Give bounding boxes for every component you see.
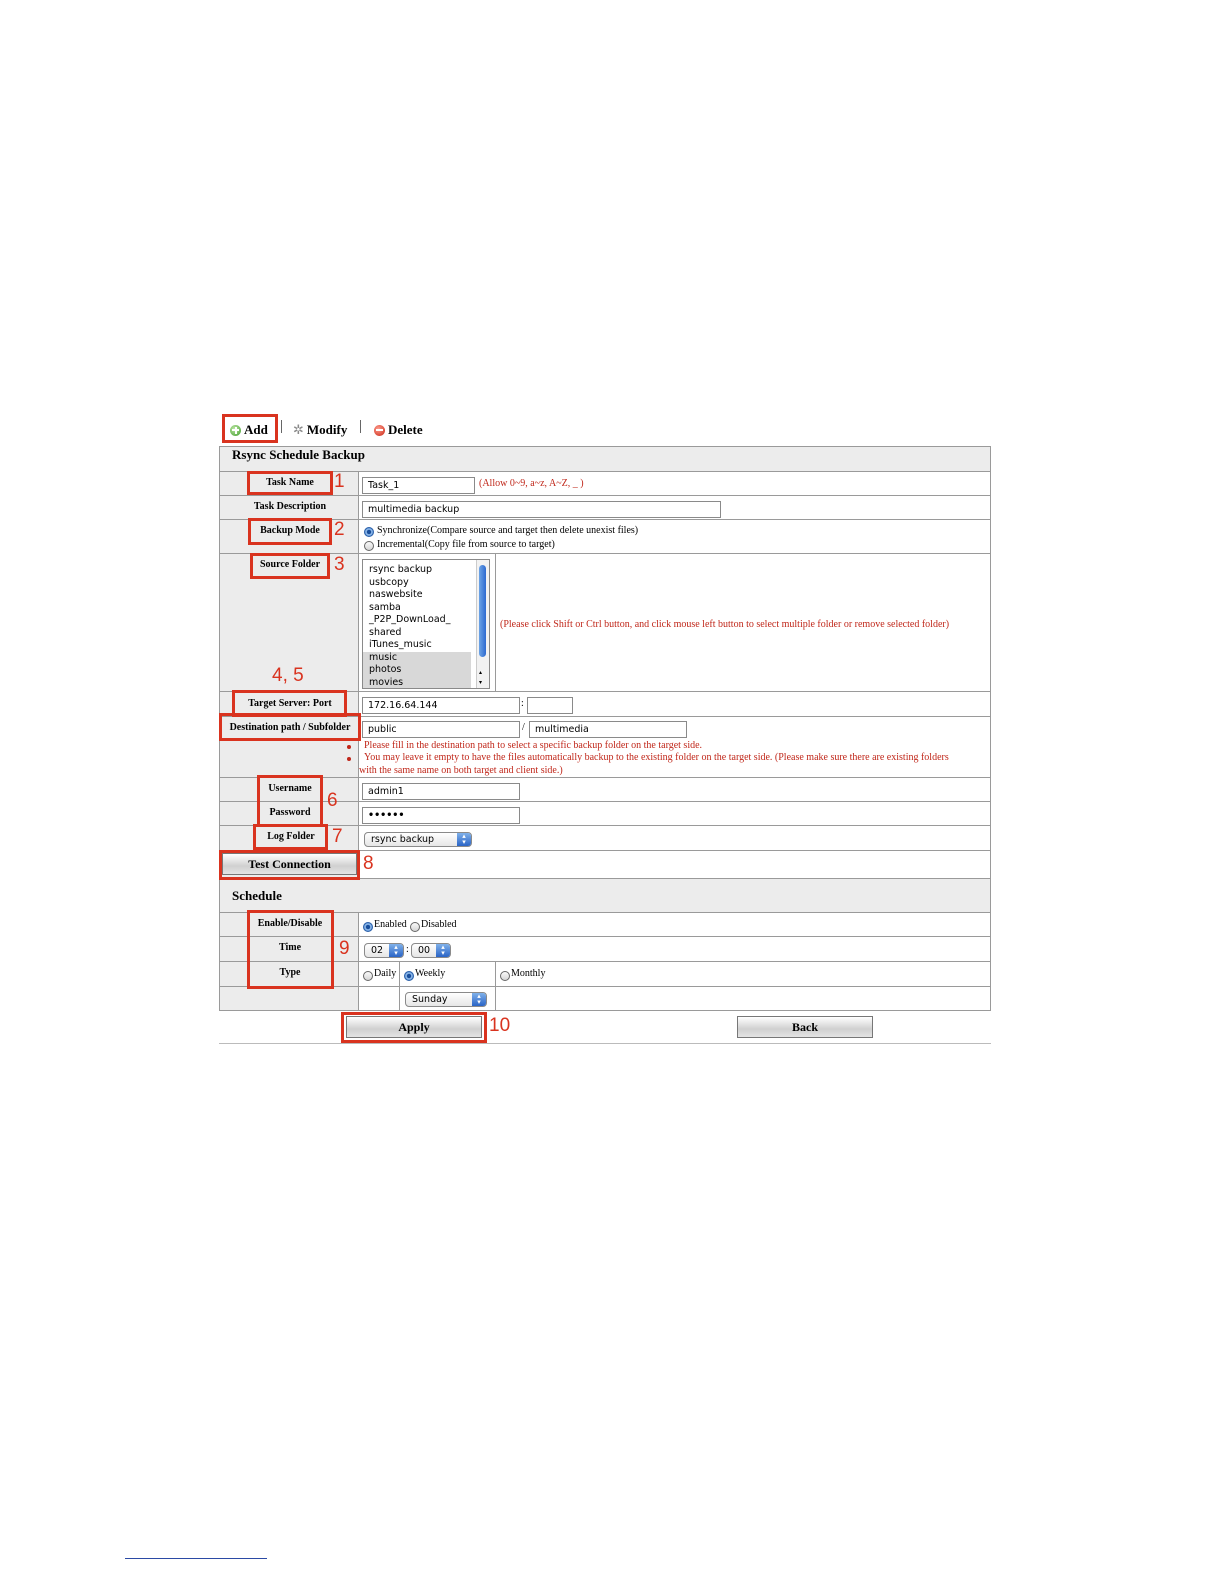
callout-number-6: 6 bbox=[327, 790, 338, 811]
schedule-header-bar bbox=[219, 878, 991, 912]
delete-icon bbox=[374, 425, 385, 436]
select-arrows-icon: ▴ ▾ bbox=[472, 993, 486, 1006]
scroll-up-arrow-icon[interactable]: ▴ bbox=[479, 669, 483, 676]
enabled-label: Enabled bbox=[374, 919, 407, 930]
list-item[interactable]: naswebsite bbox=[369, 589, 423, 600]
select-arrows-icon: ▴ ▾ bbox=[457, 833, 471, 846]
weekday-select[interactable] bbox=[405, 992, 487, 1007]
scroll-down-arrow-icon[interactable]: ▾ bbox=[479, 679, 483, 686]
callout-box-3 bbox=[250, 553, 330, 579]
grid-line bbox=[219, 936, 991, 937]
modify-button[interactable] bbox=[293, 422, 347, 438]
list-item[interactable]: iTunes_music bbox=[369, 639, 432, 650]
callout-number-7: 7 bbox=[332, 826, 343, 847]
grid-line bbox=[219, 912, 991, 913]
list-item-selected[interactable]: movies bbox=[363, 677, 471, 690]
incremental-mode-label: Incremental(Copy file from source to target) bbox=[377, 539, 555, 550]
scrollbar-thumb[interactable] bbox=[479, 565, 486, 657]
destination-note-3: with the same name on both target and client side.) bbox=[359, 765, 563, 776]
hour-select[interactable] bbox=[364, 943, 404, 958]
callout-number-1: 1 bbox=[334, 471, 345, 492]
hour-value: 02 bbox=[371, 945, 384, 956]
delete-button[interactable] bbox=[374, 422, 423, 438]
rsync-section-title: Rsync Schedule Backup bbox=[232, 447, 365, 462]
grid-line bbox=[399, 961, 400, 1010]
footnote-rule bbox=[125, 1558, 267, 1559]
grid-line bbox=[219, 777, 991, 778]
grid-line bbox=[358, 471, 359, 878]
enabled-radio[interactable] bbox=[363, 922, 373, 932]
list-item-selected[interactable]: photos bbox=[363, 664, 471, 677]
list-item[interactable]: shared bbox=[369, 626, 402, 638]
backup-mode-label: Backup Mode bbox=[260, 525, 320, 536]
note-bullet bbox=[347, 757, 351, 761]
schedule-section-title: Schedule bbox=[232, 888, 282, 903]
port-input[interactable] bbox=[527, 697, 573, 714]
apply-button[interactable]: Apply bbox=[346, 1016, 482, 1038]
grid-line bbox=[990, 446, 991, 1011]
grid-line bbox=[219, 495, 991, 496]
grid-line bbox=[219, 961, 991, 962]
sync-mode-label: Synchronize(Compare source and target then delete unexist files) bbox=[377, 525, 639, 536]
log-folder-value: rsync backup bbox=[371, 834, 435, 845]
select-arrows-icon: ▴ ▾ bbox=[389, 944, 403, 957]
destination-note-2: You may leave it empty to have the files automatically backup to the existing folder on the target side. (Please make sure there are existing folders bbox=[364, 752, 949, 763]
destination-path-label: Destination path / Subfolder bbox=[229, 722, 351, 733]
port-separator: : bbox=[521, 698, 524, 709]
back-button[interactable]: Back bbox=[737, 1016, 873, 1038]
grid-line bbox=[219, 1043, 991, 1044]
grid-line bbox=[358, 912, 359, 1010]
toolbar-separator bbox=[281, 420, 282, 433]
modify-label: Modify bbox=[306, 422, 348, 437]
callout-number-2: 2 bbox=[334, 519, 345, 540]
target-server-label: Target Server: Port bbox=[248, 698, 332, 709]
disabled-label: Disabled bbox=[421, 919, 457, 930]
daily-label: Daily bbox=[374, 968, 397, 979]
test-connection-button[interactable]: Test Connection bbox=[222, 853, 357, 875]
task-name-hint: (Allow 0~9, a~z, A~Z, _ ) bbox=[479, 478, 584, 489]
disabled-radio[interactable] bbox=[410, 922, 420, 932]
list-item-selected[interactable]: music bbox=[363, 652, 471, 665]
monthly-label: Monthly bbox=[511, 968, 546, 979]
callout-box-6 bbox=[257, 775, 323, 827]
incremental-mode-radio[interactable] bbox=[364, 541, 374, 551]
enable-disable-label: Enable/Disable bbox=[257, 918, 323, 929]
source-folder-list[interactable] bbox=[362, 559, 490, 689]
subfolder-separator: / bbox=[522, 722, 525, 733]
callout-box-1 bbox=[247, 471, 333, 495]
callout-number-4-5: 4, 5 bbox=[272, 665, 304, 686]
grid-line bbox=[219, 1010, 991, 1011]
minute-select[interactable] bbox=[411, 943, 451, 958]
source-folder-scrollbar[interactable] bbox=[476, 560, 489, 688]
task-name-label: Task Name bbox=[266, 477, 314, 488]
subfolder-input[interactable]: multimedia bbox=[529, 721, 687, 738]
list-item[interactable]: samba bbox=[369, 601, 401, 613]
task-description-label: Task Description bbox=[253, 501, 327, 512]
callout-number-9: 9 bbox=[339, 938, 350, 959]
list-item[interactable]: rsync backup bbox=[369, 564, 433, 575]
password-label: Password bbox=[269, 807, 311, 818]
callout-number-10: 10 bbox=[489, 1015, 511, 1036]
list-item[interactable]: _P2P_DownLoad_ bbox=[369, 614, 451, 625]
sync-mode-radio[interactable] bbox=[364, 527, 374, 537]
task-name-input[interactable]: Task_1 bbox=[362, 477, 475, 494]
type-label: Type bbox=[279, 967, 301, 978]
callout-box-5 bbox=[219, 713, 361, 741]
log-folder-label: Log Folder bbox=[267, 831, 315, 842]
grid-line bbox=[219, 986, 991, 987]
callout-box-10 bbox=[341, 1012, 487, 1043]
password-input[interactable]: •••••• bbox=[362, 807, 520, 824]
select-arrows-icon: ▴ ▾ bbox=[436, 944, 450, 957]
callout-box-2 bbox=[248, 518, 332, 545]
weekday-value: Sunday bbox=[412, 994, 448, 1005]
username-input[interactable]: admin1 bbox=[362, 783, 520, 800]
callout-number-8: 8 bbox=[363, 853, 374, 874]
delete-label: Delete bbox=[388, 422, 423, 437]
toolbar-separator bbox=[360, 420, 361, 433]
source-folder-hint: (Please click Shift or Ctrl button, and click mouse left button to select multiple folder or remove selected folder) bbox=[500, 619, 950, 630]
source-folder-label: Source Folder bbox=[259, 559, 321, 570]
monthly-radio[interactable] bbox=[500, 971, 510, 981]
minute-value: 00 bbox=[418, 945, 431, 956]
weekly-radio[interactable] bbox=[404, 971, 414, 981]
destination-note-1: Please fill in the destination path to select a specific backup folder on the target side. bbox=[364, 740, 703, 751]
daily-radio[interactable] bbox=[363, 971, 373, 981]
note-bullet bbox=[347, 745, 351, 749]
grid-line bbox=[219, 446, 991, 447]
callout-box-add bbox=[222, 414, 278, 443]
callout-number-3: 3 bbox=[334, 554, 345, 575]
callout-box-9 bbox=[247, 910, 334, 989]
add-label: Add bbox=[244, 422, 268, 437]
task-description-input[interactable]: multimedia backup bbox=[362, 501, 721, 518]
callout-box-7 bbox=[253, 824, 328, 850]
username-label: Username bbox=[268, 783, 312, 794]
gear-icon: ✲ bbox=[293, 422, 304, 438]
list-item[interactable]: usbcopy bbox=[369, 576, 409, 588]
callout-box-8 bbox=[219, 850, 360, 880]
grid-line bbox=[495, 961, 496, 1010]
time-label: Time bbox=[278, 942, 302, 953]
log-folder-select[interactable] bbox=[364, 832, 472, 847]
destination-path-input[interactable]: public bbox=[362, 721, 520, 738]
target-server-input[interactable]: 172.16.64.144 bbox=[362, 697, 520, 714]
grid-line bbox=[495, 553, 496, 691]
weekly-label: Weekly bbox=[415, 968, 446, 979]
time-separator: : bbox=[406, 944, 409, 955]
